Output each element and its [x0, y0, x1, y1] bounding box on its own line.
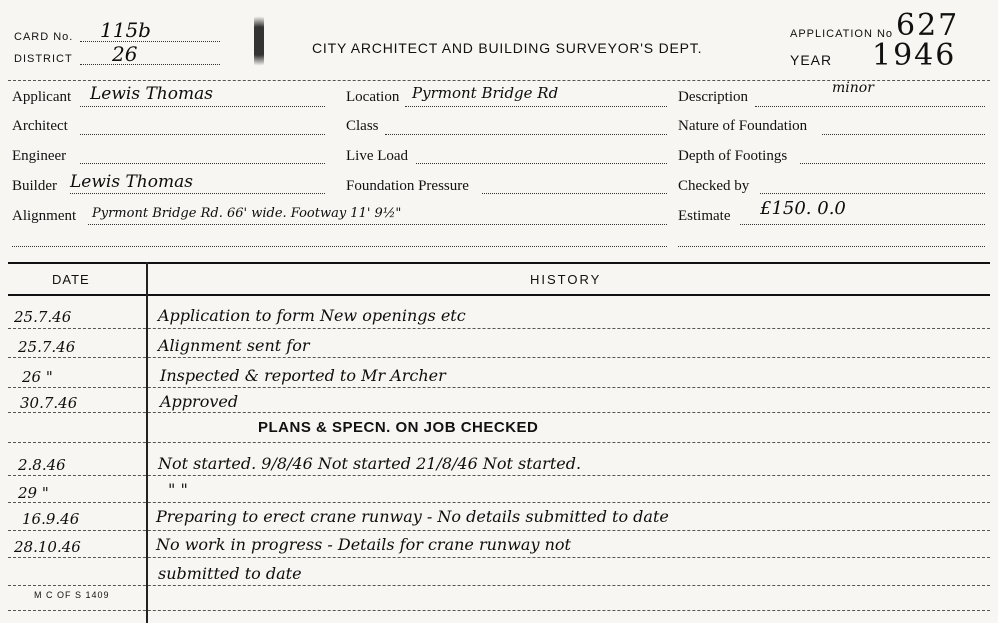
table-row-text: Application to form New openings etc: [158, 306, 466, 325]
table-row-date: 29 ": [18, 484, 49, 502]
architect-line: [80, 134, 325, 135]
foundation-pressure-label: Foundation Pressure: [346, 178, 469, 194]
plans-checked-stamp: PLANS & SPECN. ON JOB CHECKED: [258, 419, 539, 436]
applicant-line: [80, 106, 325, 107]
table-row-text: Preparing to erect crane runway - No details submitted to date: [156, 507, 669, 526]
builder-line: [70, 193, 325, 194]
live-load-label: Live Load: [346, 148, 409, 164]
alignment-line: [88, 224, 667, 225]
table-row-text: " ": [168, 480, 188, 499]
table-row-date: 26 ": [22, 368, 53, 386]
checked-by-label: Checked by: [678, 178, 750, 194]
depth-line: [800, 163, 985, 164]
table-header-border: [8, 294, 990, 296]
builder-value: Lewis Thomas: [70, 172, 193, 192]
date-column-header: DATE: [52, 272, 90, 287]
row-line: [8, 412, 990, 413]
class-label: Class: [346, 118, 379, 134]
description-line: [755, 106, 985, 107]
table-row-text: Alignment sent for: [158, 336, 310, 355]
history-column-header: HISTORY: [530, 272, 602, 287]
engineer-label: Engineer: [12, 148, 67, 164]
table-top-border: [8, 262, 990, 264]
district-line: [80, 64, 220, 65]
checked-line: [760, 193, 985, 194]
row-line: [8, 442, 990, 443]
row-line: [8, 328, 990, 329]
form-code: M C OF S 1409: [34, 590, 110, 600]
year-value: 1946: [872, 38, 957, 73]
location-label: Location: [346, 89, 400, 105]
location-value: Pyrmont Bridge Rd: [412, 84, 559, 102]
district-value: 26: [112, 42, 138, 66]
table-row-text: Inspected & reported to Mr Archer: [160, 366, 446, 385]
estimate-line-2: [678, 246, 985, 247]
live-load-line: [416, 163, 667, 164]
description-label: Description: [678, 89, 748, 105]
year-label: YEAR: [790, 52, 833, 68]
builder-label: Builder: [12, 178, 57, 194]
table-row-text: No work in progress - Details for crane runway not: [156, 535, 571, 554]
estimate-label: Estimate: [678, 208, 731, 224]
alignment-line-2: [12, 246, 667, 247]
applicant-label: Applicant: [12, 89, 72, 105]
table-row-date: 2.8.46: [18, 456, 66, 474]
row-line: [8, 610, 990, 611]
table-row-date: 25.7.46: [14, 308, 72, 326]
class-line: [385, 134, 667, 135]
alignment-label: Alignment: [12, 208, 77, 224]
estimate-line: [740, 224, 985, 225]
estimate-value: £150. 0.0: [760, 198, 846, 219]
table-row-text: Not started. 9/8/46 Not started 21/8/46 Not started.: [158, 454, 582, 473]
table-row-date: 28.10.46: [14, 538, 81, 556]
description-value: minor: [832, 80, 874, 96]
application-label: APPLICATION No: [790, 28, 894, 40]
table-row-text: Approved: [160, 392, 239, 411]
row-line: [8, 530, 990, 531]
table-row-date: 25.7.46: [18, 338, 76, 356]
table-row-text: submitted to date: [158, 564, 302, 583]
row-line: [8, 502, 990, 503]
row-line: [8, 357, 990, 358]
row-line: [8, 557, 990, 558]
row-line: [8, 387, 990, 388]
nature-line: [822, 134, 985, 135]
card-no-value: 115b: [100, 18, 151, 42]
district-label: DISTRICT: [14, 53, 73, 65]
card-no-label: CARD No.: [14, 31, 74, 43]
punch-hole-mark: [246, 6, 268, 82]
row-line: [8, 585, 990, 586]
table-row-date: 30.7.46: [20, 394, 78, 412]
alignment-value: Pyrmont Bridge Rd. 66' wide. Footway 11' 9½": [92, 206, 402, 221]
table-row-date: 16.9.46: [22, 510, 80, 528]
department-title: CITY ARCHITECT AND BUILDING SURVEYOR'S DEPT.: [312, 40, 703, 56]
architect-label: Architect: [12, 118, 68, 134]
location-line: [405, 106, 667, 107]
depth-of-footings-label: Depth of Footings: [678, 148, 788, 164]
engineer-line: [80, 163, 325, 164]
applicant-value: Lewis Thomas: [90, 84, 213, 104]
card-no-line: [80, 41, 220, 42]
application-number: 627: [896, 8, 960, 43]
nature-of-foundation-label: Nature of Foundation: [678, 118, 808, 134]
row-line: [8, 475, 990, 476]
foundation-pressure-line: [482, 193, 667, 194]
